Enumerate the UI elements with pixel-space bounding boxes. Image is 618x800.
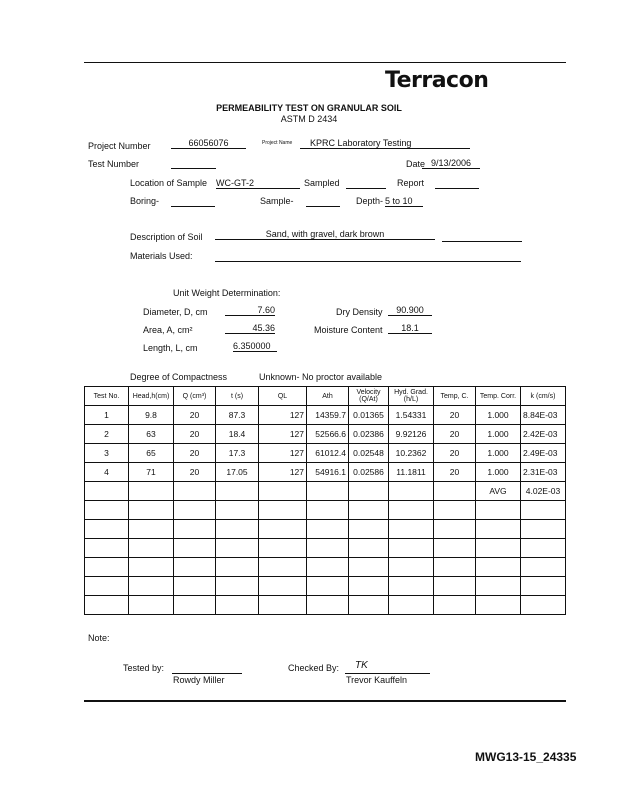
empty-cell (129, 482, 174, 501)
empty-cell (307, 539, 349, 558)
empty-cell (259, 596, 307, 615)
empty-cell (85, 482, 129, 501)
boring-line (171, 206, 215, 207)
date-value: 9/13/2006 (422, 158, 480, 169)
empty-cell (434, 558, 476, 577)
materials-line (215, 261, 521, 262)
empty-cell (216, 577, 259, 596)
permeability-table (84, 386, 566, 615)
test-number-label: Test Number (88, 159, 140, 169)
empty-cell (521, 577, 566, 596)
empty-cell (259, 577, 307, 596)
empty-cell (476, 501, 521, 520)
table-cell: 127 (259, 406, 307, 425)
col-header: QL (259, 387, 307, 406)
empty-cell (389, 539, 434, 558)
report-label: Report (397, 178, 425, 188)
compactness-value: Unknown- No proctor available (259, 372, 383, 382)
checked-by-name: Trevor Kauffeln (346, 675, 408, 685)
bottom-border (84, 700, 566, 702)
description-label: Description of Soil (130, 232, 203, 242)
empty-cell (349, 596, 389, 615)
diameter-value: 7.60 (225, 305, 275, 316)
empty-cell (85, 577, 129, 596)
table-cell: 0.02386 (349, 425, 389, 444)
table-cell: 20 (174, 425, 216, 444)
table-cell: 8.84E-03 (521, 406, 566, 425)
empty-cell (434, 520, 476, 539)
empty-cell (307, 501, 349, 520)
form-standard: ASTM D 2434 (280, 114, 338, 124)
empty-cell (216, 558, 259, 577)
empty-cell (216, 539, 259, 558)
col-header: k (cm/s) (521, 387, 566, 406)
table-cell: 20 (434, 406, 476, 425)
empty-cell (476, 596, 521, 615)
empty-cell (389, 501, 434, 520)
empty-cell (307, 520, 349, 539)
empty-cell (476, 520, 521, 539)
empty-row (85, 558, 566, 577)
checked-by-line (345, 673, 430, 674)
col-header: Velocity (Q/At) (349, 387, 389, 406)
empty-cell (434, 577, 476, 596)
table-cell: 0.01365 (349, 406, 389, 425)
table-cell: 87.3 (216, 406, 259, 425)
empty-cell (349, 520, 389, 539)
table-cell: 11.1811 (389, 463, 434, 482)
sampled-label: Sampled (304, 178, 340, 188)
project-name-label: Project Name (262, 140, 293, 146)
empty-cell (259, 501, 307, 520)
empty-cell (85, 501, 129, 520)
table-cell: 65 (129, 444, 174, 463)
empty-cell (174, 520, 216, 539)
empty-cell (129, 577, 174, 596)
empty-cell (389, 596, 434, 615)
table-cell: 20 (434, 444, 476, 463)
table-cell: 1.000 (476, 406, 521, 425)
depth-label: Depth- (356, 196, 384, 206)
table-cell: 3 (85, 444, 129, 463)
col-header: Temp, C. (434, 387, 476, 406)
table-row (85, 425, 566, 444)
table-cell: 20 (174, 444, 216, 463)
table-cell: 1.000 (476, 425, 521, 444)
tested-by-label: Tested by: (123, 663, 165, 673)
empty-cell (476, 539, 521, 558)
empty-cell (129, 596, 174, 615)
boring-label: Boring- (130, 196, 160, 206)
table-cell: 2.49E-03 (521, 444, 566, 463)
avg-value: 4.02E-03 (521, 482, 566, 501)
empty-row (85, 520, 566, 539)
table-cell: 127 (259, 463, 307, 482)
table-cell: 0.02548 (349, 444, 389, 463)
table-cell: 20 (434, 463, 476, 482)
empty-cell (216, 482, 259, 501)
tested-by-line (172, 673, 242, 674)
empty-cell (216, 520, 259, 539)
dry-density-value: 90.900 (388, 305, 432, 316)
document-id: MWG13-15_24335 (475, 750, 577, 764)
table-cell: 1 (85, 406, 129, 425)
diameter-label: Diameter, D, cm (143, 307, 208, 317)
empty-cell (307, 577, 349, 596)
sampled-line (346, 188, 386, 189)
table-cell: 20 (434, 425, 476, 444)
col-header: Hyd. Grad. (h/L) (389, 387, 434, 406)
tested-by-name: Rowdy Miller (173, 675, 225, 685)
empty-cell (129, 558, 174, 577)
table-row (85, 463, 566, 482)
table-cell: 54916.1 (307, 463, 349, 482)
table-cell: 18.4 (216, 425, 259, 444)
table-cell: 1.54331 (389, 406, 434, 425)
report-line (435, 188, 479, 189)
empty-cell (174, 577, 216, 596)
table-cell: 0.02586 (349, 463, 389, 482)
empty-cell (307, 558, 349, 577)
empty-cell (174, 558, 216, 577)
table-cell: 17.05 (216, 463, 259, 482)
empty-cell (349, 539, 389, 558)
table-cell: 4 (85, 463, 129, 482)
empty-cell (521, 520, 566, 539)
col-header: Q (cm³) (174, 387, 216, 406)
table-cell: 2 (85, 425, 129, 444)
empty-cell (389, 520, 434, 539)
empty-cell (349, 501, 389, 520)
table-row (85, 406, 566, 425)
empty-cell (434, 596, 476, 615)
empty-cell (259, 558, 307, 577)
table-cell: 63 (129, 425, 174, 444)
col-header: Head,h(cm) (129, 387, 174, 406)
project-number-value: 66056076 (171, 138, 246, 149)
avg-label: AVG (476, 482, 521, 501)
col-header: Test No. (85, 387, 129, 406)
empty-cell (85, 539, 129, 558)
length-label: Length, L, cm (143, 343, 198, 353)
table-cell: 14359.7 (307, 406, 349, 425)
project-name-value: KPRC Laboratory Testing (300, 138, 470, 149)
empty-cell (521, 596, 566, 615)
table-cell: 71 (129, 463, 174, 482)
empty-cell (476, 558, 521, 577)
avg-row (85, 482, 566, 501)
table-row (85, 444, 566, 463)
table-cell: 2.42E-03 (521, 425, 566, 444)
empty-cell (129, 539, 174, 558)
empty-cell (521, 539, 566, 558)
unit-weight-heading: Unit Weight Determination: (173, 288, 281, 298)
moisture-label: Moisture Content (314, 325, 383, 335)
compactness-label: Degree of Compactness (130, 372, 228, 382)
empty-cell (174, 596, 216, 615)
note-label: Note: (88, 633, 110, 643)
table-cell: 1.000 (476, 463, 521, 482)
empty-row (85, 501, 566, 520)
empty-cell (129, 501, 174, 520)
top-border (84, 62, 566, 63)
table-cell: 20 (174, 406, 216, 425)
empty-cell (85, 520, 129, 539)
table-cell: 127 (259, 444, 307, 463)
empty-cell (174, 501, 216, 520)
sample-line (306, 206, 340, 207)
table-cell: 1.000 (476, 444, 521, 463)
length-value: 6.350000 (233, 341, 277, 352)
table-cell: 127 (259, 425, 307, 444)
checked-by-label: Checked By: (288, 663, 340, 673)
date-label: Date (406, 159, 426, 169)
empty-cell (389, 482, 434, 501)
empty-cell (349, 577, 389, 596)
empty-cell (434, 501, 476, 520)
empty-cell (434, 539, 476, 558)
col-header: Temp. Corr. (476, 387, 521, 406)
empty-cell (434, 482, 476, 501)
col-header: t (s) (216, 387, 259, 406)
location-value: WC-GT-2 (216, 178, 300, 189)
table-header-row (85, 387, 566, 406)
empty-cell (307, 596, 349, 615)
table-cell: 9.92126 (389, 425, 434, 444)
table-cell: 52566.6 (307, 425, 349, 444)
table-cell: 20 (174, 463, 216, 482)
table-cell: 10.2362 (389, 444, 434, 463)
description-line-2 (442, 241, 522, 242)
empty-cell (129, 520, 174, 539)
empty-cell (307, 482, 349, 501)
location-label: Location of Sample (130, 178, 208, 188)
empty-cell (85, 558, 129, 577)
materials-label: Materials Used: (130, 251, 193, 261)
empty-row (85, 577, 566, 596)
form-title: PERMEABILITY TEST ON GRANULAR SOIL (216, 103, 402, 113)
depth-value: 5 to 10 (385, 196, 423, 207)
col-header: Ath (307, 387, 349, 406)
empty-cell (476, 577, 521, 596)
area-value: 45.36 (225, 323, 275, 334)
table-cell: 9.8 (129, 406, 174, 425)
empty-cell (216, 596, 259, 615)
empty-row (85, 596, 566, 615)
moisture-value: 18.1 (388, 323, 432, 334)
empty-cell (216, 501, 259, 520)
empty-cell (389, 558, 434, 577)
empty-cell (174, 539, 216, 558)
empty-cell (389, 577, 434, 596)
area-label: Area, A, cm² (143, 325, 193, 335)
empty-row (85, 539, 566, 558)
terracon-logo: Terracon (385, 68, 489, 93)
empty-cell (521, 558, 566, 577)
empty-cell (521, 501, 566, 520)
empty-cell (349, 482, 389, 501)
empty-cell (174, 482, 216, 501)
dry-density-label: Dry Density (336, 307, 383, 317)
empty-cell (259, 520, 307, 539)
test-number-value (171, 158, 216, 169)
description-value: Sand, with gravel, dark brown (215, 229, 435, 240)
checker-signature: TK (355, 660, 368, 671)
empty-cell (349, 558, 389, 577)
empty-cell (259, 539, 307, 558)
table-cell: 17.3 (216, 444, 259, 463)
sample-label: Sample- (260, 196, 294, 206)
project-number-label: Project Number (88, 141, 151, 151)
table-cell: 61012.4 (307, 444, 349, 463)
empty-cell (85, 596, 129, 615)
table-cell: 2.31E-03 (521, 463, 566, 482)
empty-cell (259, 482, 307, 501)
